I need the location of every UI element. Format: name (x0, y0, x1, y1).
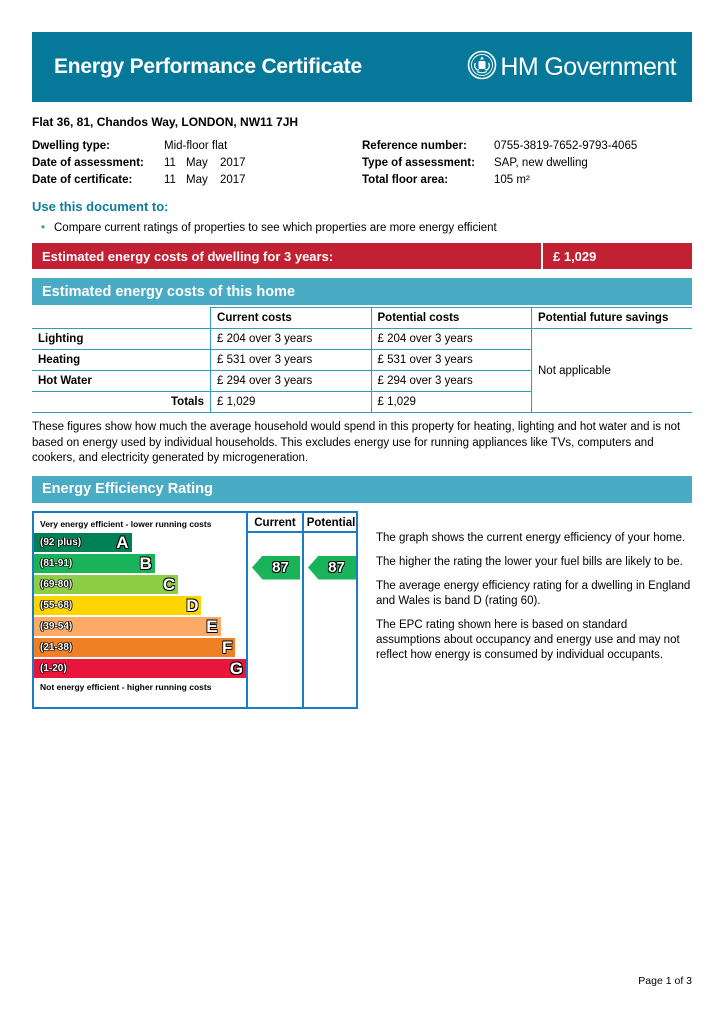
graph-explanatory-notes (358, 511, 692, 709)
row-category-lighting: Lighting (32, 329, 211, 350)
rating-band-letter: A (116, 532, 129, 552)
graph-caption-top: Very energy efficient - lower running costs (40, 518, 212, 529)
rating-band-range: (92 plus) (40, 536, 82, 548)
cell-potential-savings: Not applicable (532, 329, 693, 413)
graph-note: The EPC rating shown here is based on standard assumptions about occupancy and energy use and may not reflect how energy is consumed by individual occupants. (376, 618, 680, 661)
detail-label: Date of assessment: (32, 157, 144, 169)
rating-band-e (34, 617, 221, 636)
rating-band-letter: B (139, 553, 152, 573)
table-header-row (32, 308, 692, 329)
detail-label: Date of certificate: (32, 174, 133, 186)
rating-bands-list (34, 533, 246, 678)
rating-band-g (34, 659, 246, 678)
rating-band-a (34, 533, 132, 552)
cell-current-hot-water: £ 294 over 3 years (211, 371, 371, 392)
detail-row-total-floor-area (362, 172, 692, 189)
energy-costs-table (32, 307, 692, 413)
property-details (32, 138, 692, 189)
use-document-item (32, 220, 692, 234)
potential-column-header: Potential (304, 513, 358, 533)
detail-value: 105 m² (494, 174, 530, 186)
certificate-year: 2017 (220, 174, 246, 186)
detail-row-date-of-assessment (32, 155, 362, 172)
page-title: Energy Performance Certificate (54, 55, 362, 78)
detail-row-dwelling-type (32, 138, 362, 155)
rating-band-range: (39-54) (40, 620, 73, 632)
detail-value: 0755-3819-7652-9793-4065 (494, 140, 638, 152)
row-category-heating: Heating (32, 350, 211, 371)
rating-band-range: (55-68) (40, 599, 73, 611)
certificate-day: 11 (164, 174, 176, 186)
rating-band-letter: G (229, 658, 243, 678)
column-header-blank (32, 308, 211, 329)
rating-band-c (34, 575, 178, 594)
current-rating-column (246, 513, 302, 707)
rating-band-letter: D (186, 595, 199, 615)
details-right-column (362, 138, 692, 189)
use-document-item-label: Compare current ratings of properties to see which properties are more energy efficient (54, 222, 497, 234)
bullet-icon: • (40, 220, 46, 234)
detail-value (164, 172, 246, 189)
estimated-cost-label: Estimated energy costs of dwelling for 3 years: (42, 248, 334, 264)
row-category-totals: Totals (32, 392, 211, 413)
detail-row-type-of-assessment (362, 155, 692, 172)
property-address: Flat 36, 81, Chandos Way, LONDON, NW11 7JH (32, 115, 299, 129)
estimated-cost-bar (32, 243, 692, 269)
assessment-year: 2017 (220, 157, 246, 169)
cell-potential-lighting: £ 204 over 3 years (371, 329, 531, 350)
rating-band-f (34, 638, 235, 657)
brand-label: HM Government (500, 52, 676, 81)
graph-note: The higher the rating the lower your fuel bills are likely to be. (376, 555, 683, 568)
detail-label: Dwelling type: (32, 140, 110, 152)
current-arrow-slot (248, 533, 302, 709)
cell-current-heating: £ 531 over 3 years (211, 350, 371, 371)
assessment-day: 11 (164, 157, 176, 169)
rating-section-banner: Energy Efficiency Rating (32, 476, 692, 503)
certificate-month: May (186, 174, 208, 186)
details-left-column (32, 138, 362, 189)
column-header-current-costs: Current costs (211, 308, 371, 329)
cell-potential-hot-water: £ 294 over 3 years (371, 371, 531, 392)
rating-band-letter: E (206, 616, 218, 636)
assessment-month: May (186, 157, 208, 169)
cell-current-lighting: £ 204 over 3 years (211, 329, 371, 350)
potential-rating-column (302, 513, 358, 707)
costs-footnote: These figures show how much the average household would spend in this property for heating, lighting and hot water and is not based on energy used by individual households. This excludes energy use for running appliances like TVs, computers and cookers, and electricity generated by microgeneration. (32, 421, 681, 464)
cell-current-total: £ 1,029 (211, 392, 371, 413)
rating-band-letter: F (222, 637, 233, 657)
column-header-potential-costs: Potential costs (371, 308, 531, 329)
detail-value (164, 155, 246, 172)
rating-band-range: (81-91) (40, 557, 73, 569)
detail-value: Mid-floor flat (164, 140, 228, 152)
current-rating-arrow (252, 556, 300, 580)
costs-section-banner: Estimated energy costs of this home (32, 278, 692, 305)
estimated-cost-value: £ 1,029 (553, 248, 597, 264)
detail-row-date-of-certificate (32, 172, 362, 189)
table-row (32, 329, 692, 350)
graph-note: The graph shows the current energy efficiency of your home. (376, 531, 686, 544)
rating-band-range: (21-38) (40, 641, 73, 653)
detail-label: Reference number: (362, 140, 467, 152)
current-rating-value: 87 (272, 559, 289, 576)
rating-band-b (34, 554, 155, 573)
detail-value: SAP, new dwelling (494, 157, 588, 169)
potential-arrow-slot (304, 533, 358, 709)
rating-band-range: (1-20) (40, 662, 67, 674)
certificate-page (32, 0, 692, 1024)
page-header (32, 32, 692, 102)
rating-band-range: (69-80) (40, 578, 73, 590)
rating-band-d (34, 596, 201, 615)
cell-potential-heating: £ 531 over 3 years (371, 350, 531, 371)
royal-crest-icon (467, 50, 497, 85)
rating-bands-column (34, 513, 246, 707)
row-category-hot-water: Hot Water (32, 371, 211, 392)
column-header-potential-savings: Potential future savings (532, 308, 693, 329)
cell-potential-total: £ 1,029 (371, 392, 531, 413)
graph-caption-bottom: Not energy efficient - higher running costs (40, 681, 212, 692)
energy-efficiency-graph (32, 511, 358, 709)
page-footer: Page 1 of 3 (638, 975, 692, 987)
potential-rating-arrow (308, 556, 356, 580)
use-document-heading: Use this document to: (32, 199, 169, 214)
rating-band-letter: C (162, 574, 176, 594)
energy-efficiency-graph-wrap (32, 511, 692, 709)
current-column-header: Current (248, 513, 302, 533)
detail-row-reference-number (362, 138, 692, 155)
potential-rating-value: 87 (328, 559, 345, 576)
detail-label: Type of assessment: (362, 157, 475, 169)
hm-government-brand (467, 50, 676, 85)
detail-label: Total floor area: (362, 174, 449, 186)
graph-note: The average energy efficiency rating for a dwelling in England and Wales is band D (rating 60). (376, 579, 691, 607)
